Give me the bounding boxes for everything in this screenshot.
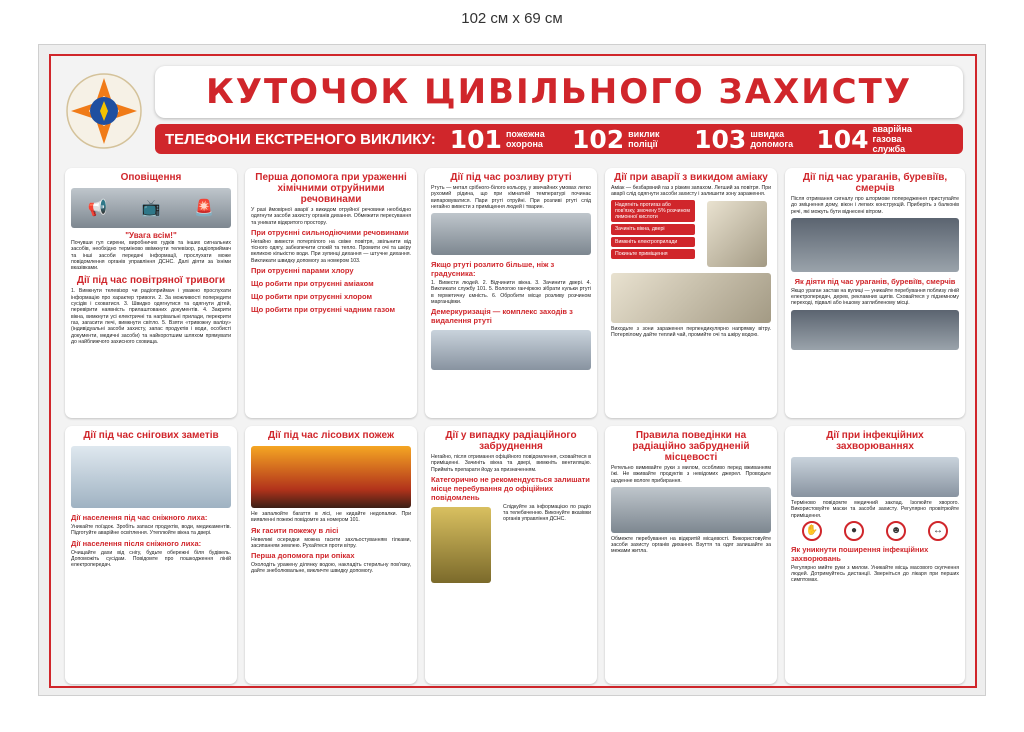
card-title: Дії під час снігових заметів [83, 430, 219, 441]
card-text: Охолодіть уражену ділянку водою, накладіть стерильну пов'язку, дайте знеболювальне, викличте швидку допомогу. [251, 562, 411, 575]
tv-icon: 📺 [141, 200, 161, 217]
stand-frame [49, 54, 977, 688]
card-subheading: Що робити при отруєнні чадним газом [251, 305, 395, 315]
size-label: 102 см х 69 см [461, 10, 563, 27]
prohibition-icons [785, 519, 965, 543]
protection-illustration [611, 487, 771, 533]
distance-icon: ↔ [928, 521, 948, 541]
alert-illustration [71, 188, 231, 228]
phone-desc: виклик поліції [628, 129, 660, 149]
card-text: Аміак — безбарвний газ з різким запахом. Легший за повітря. При аварії слід одягнути засоби захисту і залишити зону зараження. [611, 185, 771, 198]
card-text: Очищайте дахи від снігу, будьте обережні біля будівель. Допоможіть сусідам. Повідомте про пошкодження ліній електропередач. [71, 549, 231, 569]
storm-illustration [791, 218, 959, 272]
emergency-phones [155, 124, 963, 154]
card-text: Слідкуйте за інформацією по радіо та телебаченню. Виконуйте вказівки органів управління ДСНС. [503, 503, 591, 523]
card-text: Уникайте поїздок. Зробіть запаси продуктів, води, медикаментів. Підготуйте аварійне освітлення. Утеплюйте вікна та двері. [71, 524, 231, 537]
card-subheading: Як діяти під час ураганів, буревіїв, смерчів [794, 276, 956, 286]
card-text: Негайно вивести потерпілого на свіже повітря, звільнити від тісного одягу, забезпечити спокій та тепло. Промити очі та шкіру великою кількістю води. При зупинці дихання — штучне дихання. Викликати швидку допомогу за номером 103. [251, 238, 411, 264]
card-text: У разі ймовірної аварії з викидом отруйної речовини необхідно одягнути засоби захисту органів дихання. Обмежити пересування та уникати відкритого простору. [251, 207, 411, 226]
card-text: Ретельно вимивайте руки з милом, особливо перед вживанням їжі. Не вживайте продуктів з невідомих джерел. Проводьте щоденне вологе прибирання. [611, 465, 771, 484]
phone-desc: пожежна охорона [505, 129, 545, 149]
card-title: Правила поведінки на радіаційно забрудненій місцевості [632, 430, 750, 463]
card-subheading: Як уникнути поширення інфекційних захворювань [791, 544, 929, 563]
card-subheading: Що робити при отруєнні хлором [251, 292, 373, 302]
card-ammonia [605, 168, 777, 418]
card-title: Дії під час ураганів, буревіїв, смерчів [802, 172, 948, 194]
card-subheading: Дії населення після сніжного лиха: [71, 538, 202, 548]
header [51, 56, 975, 162]
card-chemical-first-aid [245, 168, 417, 418]
card-title: Дії під час лісових пожеж [267, 430, 395, 441]
card-hurricanes [785, 168, 965, 418]
card-radiation-rules [605, 426, 777, 684]
card-text: Після отримання сигналу про штормове попередження приступайте до зміцнення дому, вікон і легких конструкцій. Приберіть з балконів речі, які можуть бути віднесені вітром. [791, 196, 959, 215]
snow-illustration [71, 446, 231, 508]
card-title: Перша допомога при ураженні хімічними отруйними речовинами [255, 172, 407, 205]
card-subheading: Демеркуризація — комплекс заходів з видалення ртуті [431, 307, 573, 326]
phone-number: 101 [449, 124, 502, 154]
dosimeter-illustration [431, 507, 491, 583]
card-subheading: Перша допомога при опіках [251, 551, 355, 561]
phones-label: ТЕЛЕФОНИ ЕКСТРЕНОГО ВИКЛИКУ: [165, 130, 436, 148]
fire-illustration [251, 446, 411, 508]
card-text: Ртуть — метал срібного-білого кольору, у звичайних умовах легко рухомий рідина, що при кімнатній температурі починає випаровуватися. Пари ртуті отруйні. При розливі ртуті слід негайно вивести з приміщення людей і тварин. [431, 185, 591, 210]
card-text: Виходьте з зони зараження перпендикулярно напрямку вітру. Потерпілому дайте теплий чай, промийте очі та шкіру водою. [611, 325, 771, 338]
card-title: Дії при аварії з викидом аміаку [614, 172, 768, 183]
mercury-illustration [431, 213, 591, 255]
card-snow [65, 426, 237, 684]
phone-number: 103 [694, 124, 747, 154]
card-subheading: Дії населення під час сніжного лиха: [71, 513, 208, 522]
no-gathering-icon: ☻ [886, 521, 906, 541]
card-infections [785, 426, 965, 684]
card-text: Не запалюйте багаття в лісі, не кидайте недопалки. При виявленні пожежі повідомте за номером 101. [251, 511, 411, 524]
card-text: Якщо ураган застав на вулиці — уникайте перебування поблизу ліній електропередач, дерев, рекламних щитів. Сховайтеся у підземному переході, підвалі або іншому заглибленому місці. [791, 287, 959, 307]
siren-icon: 🚨 [194, 200, 215, 217]
gas-mask-illustration [707, 201, 767, 267]
attention-all-label: "Увага всім!" [125, 231, 177, 240]
card-alerts [65, 168, 237, 418]
phone-police [572, 125, 678, 154]
phone-number: 102 [571, 124, 625, 154]
card-text: Терміново повідомте медичний заклад. Ізолюйте хворого. Використовуйте маски та засоби захисту. Регулярно провітрюйте приміщення. [791, 500, 959, 519]
cleanup-illustration [431, 330, 591, 370]
card-title: Дії у випадку радіаційного забруднення [445, 430, 577, 452]
virus-illustration [791, 457, 959, 497]
ammonia-step: Зачиніть вікна, двері [611, 224, 695, 234]
no-handshake-icon: ✋ [802, 521, 822, 541]
ammonia-step: Надягніть протигаз або пов'язку, змочену 5% розчином лимонної кислоти [611, 200, 695, 223]
card-subheading: При отруєнні парами хлору [251, 266, 354, 276]
card-subheading: Якщо ртуті розлито більше, ніж з градусника: [431, 260, 555, 279]
card-text: 1. Вимкнути телевізор чи радіоприймач і уважно прослухати інформацію про характер тривоги. 2. За можливості попередити сусідів і сховатися. 3. Швидко одягнутися та одягнути дітей, перевірити наявність прилаштованих документів. 4. Закрити вікна, вимкнути усі електричні та нагрівальні прилади, перекрити газ, загасити печі, вимкнути світло. 5. Взяти «тривожну валізу» (індивідуальні засоби захисту, запас продуктів і води, особисті документи, медичні засоби) та найкоротшим шляхом прямувати до найближчого захисного сховища. [71, 288, 231, 345]
phone-desc: швидка допомога [750, 129, 794, 149]
ammonia-step: Вимкніть електроприлади [611, 237, 695, 247]
phone-number: 104 [816, 124, 869, 154]
card-subtitle: Дії під час повітряної тривоги [76, 275, 226, 287]
card-title: Дії під час розливу ртуті [450, 172, 572, 183]
card-subheading: При отруєнні сильнодіючими речовинами [251, 227, 409, 237]
card-text: Почувши гул сирени, виробничих гудків та інших сигнальних засобів, необхідно терміново ввімкнути телевізор, радіоприймач та інші засоби передачі інформації, прослухати може повідомлення органів управління ДСНС. Далі діяти за їхніми вказівками. [71, 240, 231, 272]
card-subheading: Як гасити пожежу в лісі [251, 525, 339, 535]
stand-board [38, 44, 986, 696]
card-forest-fires [245, 426, 417, 684]
card-text: Регулярно мийте руки з милом. Уникайте місць масового скупчення людей. Дотримуйтесь дистанції. Зверніться до лікаря при перших симптомах. [791, 564, 959, 584]
civil-protection-emblem-icon [65, 72, 143, 150]
card-title: Оповіщення [120, 172, 182, 183]
ammonia-step: Покиньте приміщення [611, 249, 695, 259]
card-text: Негайно, після отримання офіційного повідомлення, сховайтеся в приміщенні. Зачиніть вікна та двері, вимкніть вентиляцію. Прийміть препарати йоду за призначенням. [431, 454, 591, 473]
phone-ambulance [694, 125, 800, 154]
phone-desc: аварійна газова служба [872, 124, 912, 154]
card-title: Дії при інфекційних захворюваннях [826, 430, 924, 452]
card-mercury [425, 168, 597, 418]
card-text: Невеликі осередки можна гасити захльостуванням гілками, засипанням землею. Рухайтеся проти вітру. [251, 536, 411, 549]
card-radiation [425, 426, 597, 684]
page-title: КУТОЧОК ЦИВІЛЬНОГО ЗАХИСТУ [205, 72, 913, 112]
megaphone-icon: 📢 [87, 200, 108, 217]
card-text: 1. Вивести людей. 2. Відчинити вікна. 3. Зачинити двері. 4. Викликати службу 101. 5. Вологою ганчіркою зібрати кульки ртуті в герметичну ємність. 6. Обробити місце розливу розчином марганцівки. [431, 280, 591, 306]
mask-icon: ● [844, 521, 864, 541]
title-banner [155, 66, 963, 118]
ammonia-illustration [611, 273, 771, 323]
card-subheading: Що робити при отруєнні аміаком [251, 279, 374, 289]
card-subheading: Категорично не рекомендується залишати місце перебування до офіційних повідомлень [431, 474, 590, 502]
tornado-illustration [791, 310, 959, 350]
phone-fire [450, 125, 556, 154]
phone-gas [816, 124, 932, 154]
card-text: Обмежте перебування на відкритій місцевості. Використовуйте засоби захисту органів дихання. Взуття та одяг залишайте за межами житла. [611, 535, 771, 555]
